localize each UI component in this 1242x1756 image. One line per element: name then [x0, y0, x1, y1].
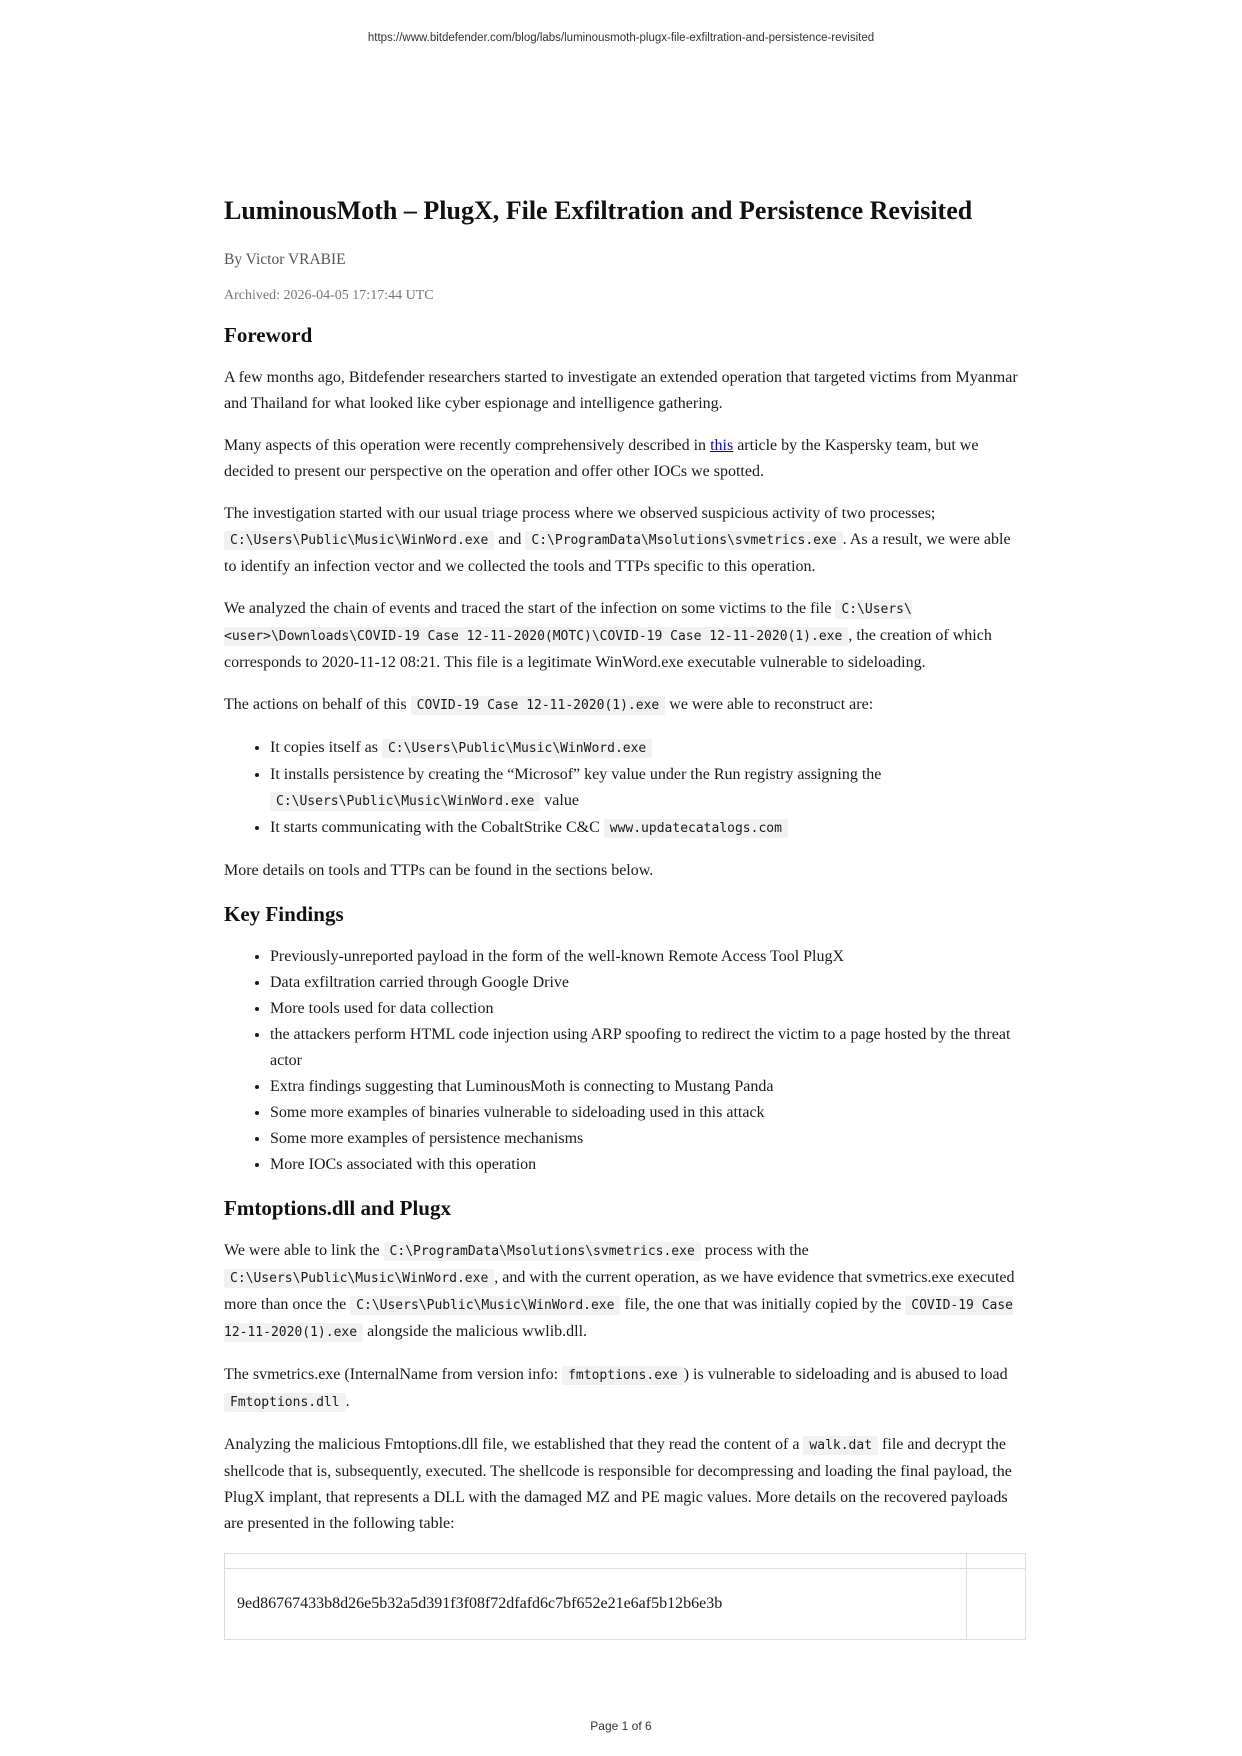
list-item: • It copies itself as C:\Users\Public\Music\WinWord.exe — [270, 735, 1026, 762]
kaspersky-article-link[interactable]: this — [710, 437, 734, 454]
paragraph: We analyzed the chain of events and traced the start of the infection on some victims to the file C:\Users\ <user>\Downloads\COVID-19 Case 12-11-2020(MOTC)\COVID-19 Case 12-11-2020(1).exe , the creation of which corresponds to 2020-11-12 08:21. This file is a legitimate WinWord.exe executable vulnerable to sideloading. — [224, 600, 992, 671]
list-item: • the attackers perform HTML code injection using ARP spoofing to redirect the victim to a page hosted by the threat actor — [270, 1022, 1026, 1074]
table-cell-hash: 9ed86767433b8d26e5b32a5d391f3f08f72dfafd6c7bf652e21e6af5b12b6e3b — [225, 1569, 967, 1640]
code-filename: COVID-19 Case 12-11-2020(1).exe — [411, 696, 666, 715]
list-item: • More tools used for data collection — [270, 996, 1026, 1022]
table-cell — [967, 1569, 1026, 1640]
table-cell — [225, 1554, 967, 1569]
paragraph: More details on tools and TTPs can be found in the sections below. — [224, 862, 654, 879]
code-domain: www.updatecatalogs.com — [604, 819, 788, 838]
code-filename: COVID-19 Case 12-11-2020(1).exe — [224, 1298, 1014, 1340]
code-path: C:\Users\ <user>\Downloads\COVID-19 Case 12-11-2020(MOTC)\COVID-19 Case 12-11-2020(1).exe — [224, 602, 912, 644]
code-path: C:\ProgramData\Msolutions\svmetrics.exe — [384, 1242, 701, 1261]
payload-table — [224, 1553, 1026, 1640]
list-item: • It starts communicating with the CobaltStrike C&C www.updatecatalogs.com — [270, 815, 1026, 842]
actions-list — [224, 735, 1026, 842]
code-path: C:\Users\Public\Music\WinWord.exe — [382, 739, 652, 758]
author-byline: By Victor VRABIE — [224, 251, 346, 268]
paragraph: The investigation started with our usual triage process where we observed suspicious activity of two processes; C:\Users\Public\Music\WinWord.exe and C:\ProgramData\Msolutions\svmetrics.exe . As a result, we were able to identify an infection vector and we collected the tools and TTPs specific to this operation. — [224, 505, 1011, 575]
archived-timestamp: Archived: 2026-04-05 17:17:44 UTC — [224, 288, 434, 303]
list-item: • Some more examples of persistence mechanisms — [270, 1126, 1026, 1152]
table-cell — [967, 1554, 1026, 1569]
section-heading-fmtoptions: Fmtoptions.dll and Plugx — [224, 1196, 451, 1220]
section-heading-foreword: Foreword — [224, 323, 313, 347]
code-filename: fmtoptions.exe — [562, 1366, 684, 1385]
page-url-header: https://www.bitdefender.com/blog/labs/luminousmoth-plugx-file-exfiltration-and-persistence-revisited — [367, 32, 875, 44]
list-item: • Data exfiltration carried through Google Drive — [270, 970, 1026, 996]
article-title: LuminousMoth – PlugX, File Exfiltration and Persistence Revisited — [224, 196, 973, 225]
paragraph: A few months ago, Bitdefender researchers started to investigate an extended operation that targeted victims from Myanmar and Thailand for what looked like cyber espionage and intelligence gathering. — [224, 369, 1018, 412]
table-header-row — [225, 1554, 1026, 1569]
paragraph: The svmetrics.exe (InternalName from version info: fmtoptions.exe ) is vulnerable to sideloading and is abused to load Fmtoptions.dll . — [224, 1366, 1008, 1410]
code-path: C:\Users\Public\Music\WinWord.exe — [270, 792, 540, 811]
article-body — [224, 195, 1026, 1640]
paragraph: Many aspects of this operation were recently comprehensively described in this article by the Kaspersky team, but we decided to present our perspective on the operation and offer other IOCs we spotted. — [224, 437, 979, 480]
paragraph: The actions on behalf of this COVID-19 Case 12-11-2020(1).exe we were able to reconstruct are: — [224, 696, 874, 713]
paragraph: We were able to link the C:\ProgramData\Msolutions\svmetrics.exe process with the C:\Users\Public\Music\WinWord.exe , and with the current operation, as we have evidence that svmetrics.exe executed more than once the C:\Users\Public\Music\WinWord.exe file, the one that was initially copied by the COVID-19 Case 12-11-2020(1).exe alongside the malicious wwlib.dll. — [224, 1242, 1015, 1340]
section-heading-key-findings: Key Findings — [224, 902, 344, 926]
code-path: C:\Users\Public\Music\WinWord.exe — [350, 1296, 620, 1315]
code-path: C:\Users\Public\Music\WinWord.exe — [224, 1269, 494, 1288]
page-number: Page 1 of 6 — [590, 1719, 652, 1733]
table-row — [225, 1569, 1026, 1640]
list-item: • It installs persistence by creating the “Microsof” key value under the Run registry assigning the C:\Users\Public\Music\WinWord.exe value — [270, 762, 1026, 815]
list-item: • Some more examples of binaries vulnerable to sideloading used in this attack — [270, 1100, 1026, 1126]
list-item: • More IOCs associated with this operation — [270, 1152, 1026, 1178]
code-path: C:\Users\Public\Music\WinWord.exe — [224, 531, 494, 550]
list-item: • Previously-unreported payload in the form of the well-known Remote Access Tool PlugX — [270, 944, 1026, 970]
code-path: C:\ProgramData\Msolutions\svmetrics.exe — [525, 531, 842, 550]
list-item: • Extra findings suggesting that LuminousMoth is connecting to Mustang Panda — [270, 1074, 1026, 1100]
key-findings-list — [224, 944, 1026, 1178]
paragraph: Analyzing the malicious Fmtoptions.dll file, we established that they read the content of a walk.dat file and decrypt the shellcode that is, subsequently, executed. The shellcode is responsible for decompressing and loading the final payload, the PlugX implant, that represents a DLL with the damaged MZ and PE magic values. More details on the recovered payloads are presented in the following table: — [224, 1436, 1012, 1532]
code-filename: Fmtoptions.dll — [224, 1393, 346, 1412]
code-filename: walk.dat — [803, 1436, 878, 1455]
